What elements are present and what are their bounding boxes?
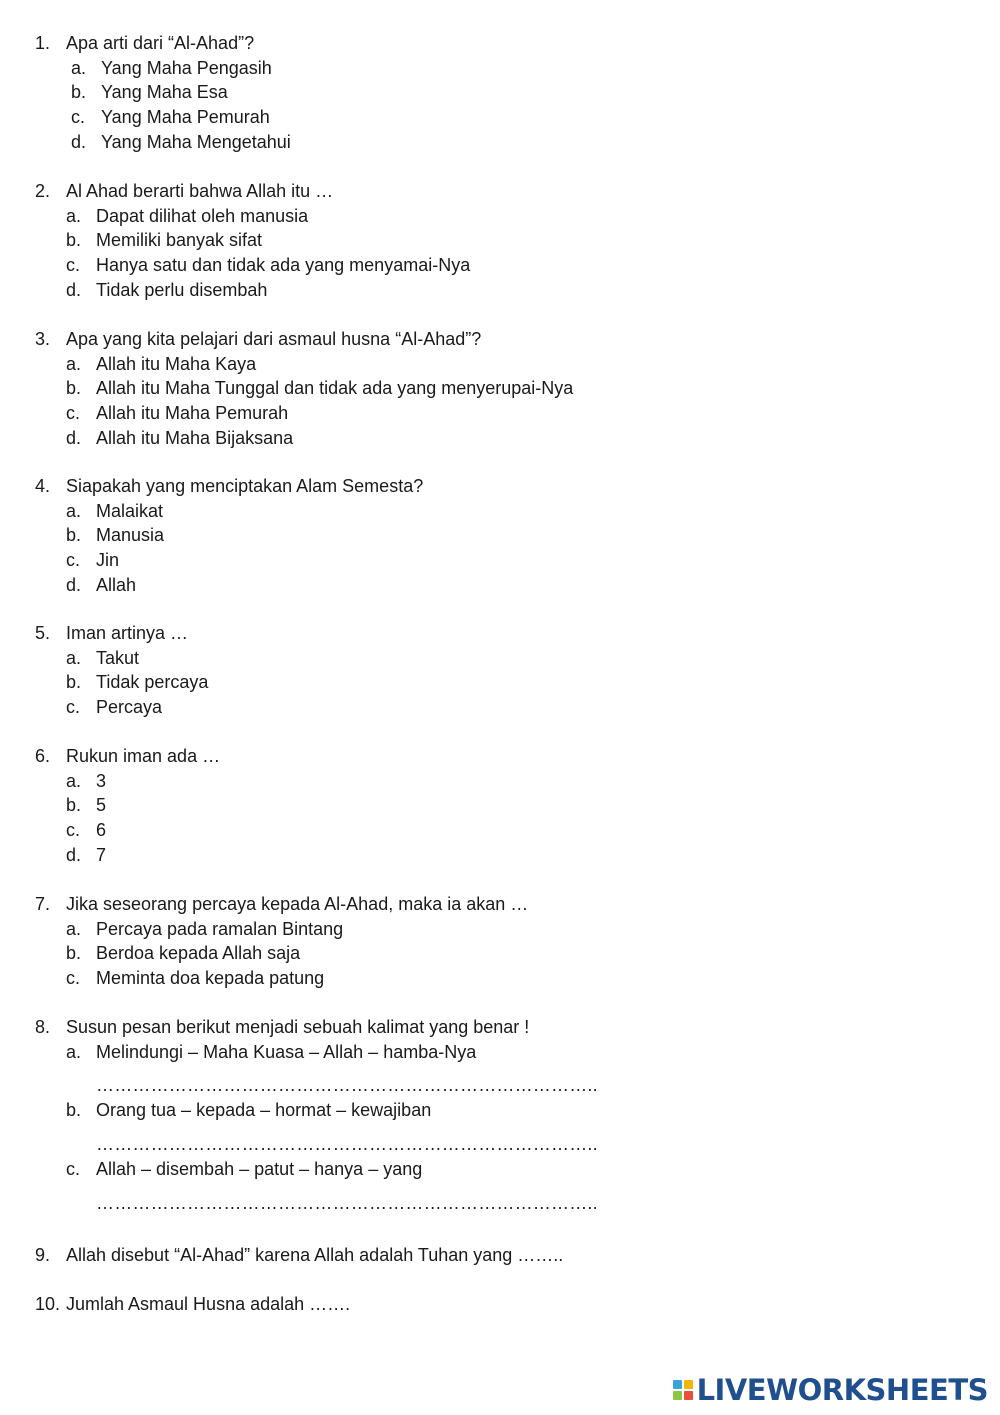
question-text: Jika seseorang percaya kepada Al-Ahad, maka ia akan … — [66, 894, 529, 914]
option-a[interactable]: a. Allah itu Maha Kaya — [66, 353, 257, 374]
logo-text: LIVEWORKSHEETS — [696, 1373, 988, 1407]
question-number: 9. — [35, 1245, 51, 1265]
logo-mark-icon — [673, 1380, 693, 1400]
option-a[interactable]: a. Dapat dilihat oleh manusia — [66, 205, 309, 226]
option-a[interactable]: a. Malaikat — [66, 500, 164, 521]
option-d[interactable]: d. Yang Maha Mengetahui — [71, 131, 291, 152]
question-text: Siapakah yang menciptakan Alam Semesta? — [66, 476, 424, 496]
question-text: Apa yang kita pelajari dari asmaul husna “Al-Ahad”? — [66, 329, 482, 349]
option-a[interactable]: a. 3 — [66, 770, 107, 791]
item-c: c. Allah – disembah – patut – hanya – yang — [66, 1158, 423, 1179]
option-c[interactable]: c. Allah itu Maha Pemurah — [66, 402, 289, 423]
question-text: Al Ahad berarti bahwa Allah itu … — [66, 181, 334, 201]
question-text: Apa arti dari “Al-Ahad”? — [66, 33, 255, 53]
option-a[interactable]: a. Takut — [66, 647, 140, 668]
question-5 — [35, 621, 208, 720]
question-text: Rukun iman ada … — [66, 746, 221, 766]
option-c[interactable]: c. Jin — [66, 549, 120, 570]
option-b[interactable]: b. Allah itu Maha Tunggal dan tidak ada yang menyerupai-Nya — [66, 378, 574, 399]
question-number: 1. — [35, 33, 51, 53]
answer-blank-a[interactable]: ……………………………………………………………………….. — [96, 1075, 598, 1096]
item-b: b. Orang tua – kepada – hormat – kewajiban — [66, 1100, 432, 1121]
question-1 — [35, 31, 291, 154]
item-a: a. Melindungi – Maha Kuasa – Allah – hamba-Nya — [66, 1041, 477, 1062]
question-number: 8. — [35, 1017, 51, 1037]
question-number: 3. — [35, 329, 51, 349]
answer-blank-b[interactable]: ……………………………………………………………………….. — [96, 1133, 598, 1154]
question-3 — [35, 327, 573, 450]
question-9[interactable] — [35, 1243, 563, 1268]
option-c[interactable]: c. Hanya satu dan tidak ada yang menyamai-Nya — [66, 254, 471, 275]
liveworksheets-logo — [673, 1373, 988, 1407]
option-d[interactable]: d. Allah — [66, 574, 137, 595]
option-c[interactable]: c. 6 — [66, 819, 107, 840]
option-b[interactable]: b. Tidak percaya — [66, 672, 209, 693]
option-d[interactable]: d. Tidak perlu disembah — [66, 279, 268, 300]
question-number: 5. — [35, 623, 51, 643]
question-text: Allah disebut “Al-Ahad” karena Allah adalah Tuhan yang …….. — [66, 1245, 564, 1265]
option-a[interactable]: a. Yang Maha Pengasih — [71, 57, 272, 78]
option-b[interactable]: b. Memiliki banyak sifat — [66, 230, 263, 251]
question-10[interactable] — [35, 1292, 350, 1317]
question-number: 10. — [35, 1294, 61, 1314]
question-text: Jumlah Asmaul Husna adalah ……. — [66, 1294, 351, 1314]
question-number: 4. — [35, 476, 51, 496]
question-number: 6. — [35, 746, 51, 766]
question-text: Iman artinya … — [66, 623, 189, 643]
option-d[interactable]: d. Allah itu Maha Bijaksana — [66, 427, 294, 448]
question-4 — [35, 474, 423, 597]
option-b[interactable]: b. Manusia — [66, 525, 165, 546]
question-text: Susun pesan berikut menjadi sebuah kalimat yang benar ! — [66, 1017, 530, 1037]
question-number: 2. — [35, 181, 51, 201]
option-c[interactable]: c. Meminta doa kepada patung — [66, 967, 325, 988]
question-2 — [35, 179, 470, 302]
option-b[interactable]: b. Yang Maha Esa — [71, 82, 228, 103]
option-c[interactable]: c. Percaya — [66, 696, 163, 717]
answer-blank-c[interactable]: ……………………………………………………………………….. — [96, 1192, 598, 1213]
option-d[interactable]: d. 7 — [66, 844, 107, 865]
option-b[interactable]: b. 5 — [66, 795, 107, 816]
question-7 — [35, 892, 528, 991]
option-a[interactable]: a. Percaya pada ramalan Bintang — [66, 918, 344, 939]
option-c[interactable]: c. Yang Maha Pemurah — [71, 106, 270, 127]
question-number: 7. — [35, 894, 51, 914]
question-8 — [35, 1015, 598, 1216]
question-6 — [35, 744, 220, 867]
option-b[interactable]: b. Berdoa kepada Allah saja — [66, 943, 301, 964]
